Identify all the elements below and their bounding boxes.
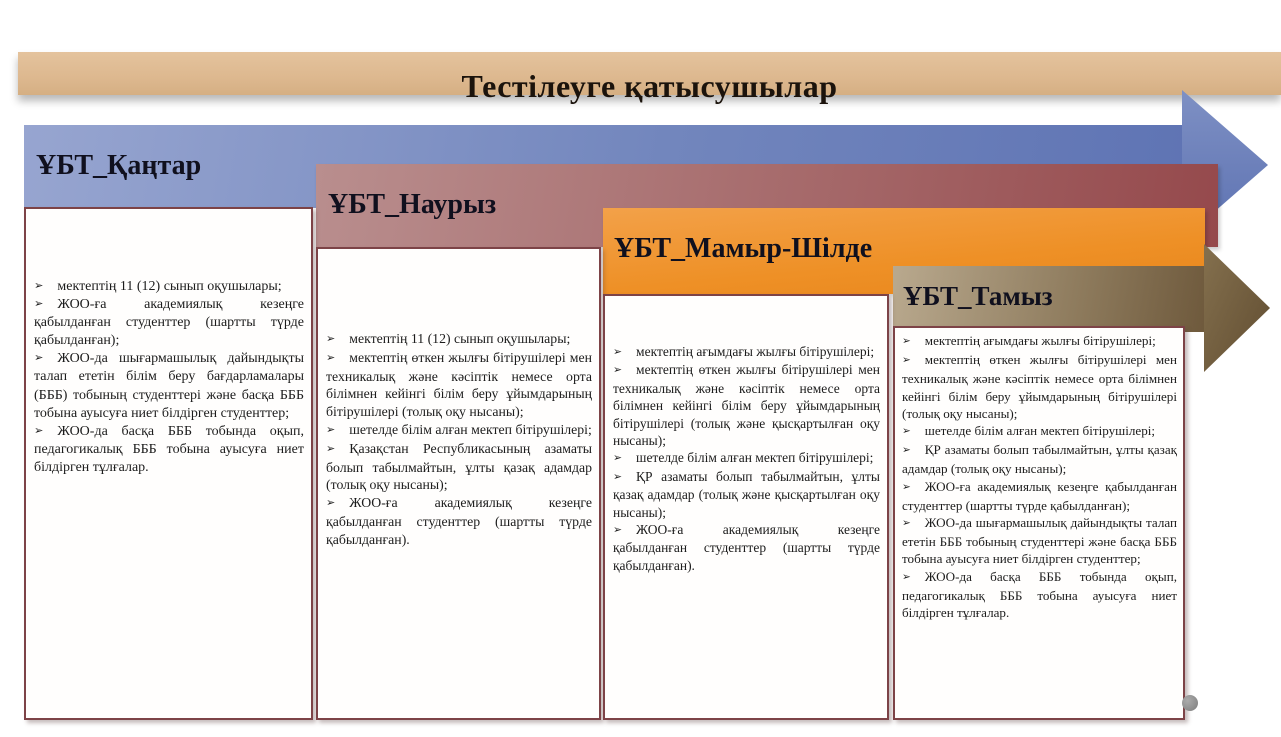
arrow-bullet-icon: ➢ [613, 363, 623, 377]
list-item [613, 468, 880, 521]
participant-list-march [318, 249, 599, 549]
list-item-text: мектептің өткен жылғы бітірушілері мен техникалық және кәсіптік немесе орта білімнен кейінгі білім беру ұйымдарының бітірушілері (толық және қысқартылған оқу нысаны); [613, 362, 880, 449]
arrow-bullet-icon: ➢ [902, 335, 911, 347]
list-item [326, 421, 592, 440]
list-item [902, 568, 1177, 622]
list-item-text: мектептің ағымдағы жылғы бітірушілері; [924, 333, 1156, 348]
list-item-text: ЖОО-ға академиялық кезеңге қабылданған студенттер (шартты түрде қабылданған); [34, 297, 304, 349]
list-item [34, 423, 304, 477]
column-box-august [893, 326, 1185, 720]
arrow-bullet-icon: ➢ [902, 480, 911, 493]
list-item-text: ЖОО-ға академиялық кезеңге қабылданған студенттер (шартты түрде қабылданған). [613, 522, 880, 573]
arrow-bullet-icon: ➢ [326, 332, 336, 345]
list-item-text: шетелде білім алған мектеп бітірушілері; [636, 450, 874, 466]
arrow-bullet-icon: ➢ [613, 469, 623, 483]
list-item-text: ҚР азаматы болып табылмайтын, ұлты қазақ адамдар (толық оқу нысаны); [902, 442, 1177, 477]
list-item-text: Қазақстан Республикасының азаматы болып табылмайтын, ұлты қазақ адамдар (толық оқу нысаны); [326, 440, 592, 493]
list-item [902, 422, 1177, 441]
list-item [326, 440, 592, 494]
participant-list-january [26, 209, 311, 477]
list-item [326, 494, 592, 548]
column-box-january [24, 207, 313, 720]
list-item-text: шетелде білім алған мектеп бітірушілері; [349, 421, 592, 437]
list-item-text: ЖОО-да басқа БББ тобында оқып, педагогикалық БББ тобына ауысуға ниет білдірген тұлғалар. [902, 568, 1177, 621]
list-item-text: ЖОО-да шығармашылық дайындықты талап ететін білім беру бағдарламалары (БББ) тобының студенттері және басқа БББ тобына ауысуға ниет білдірген студенттер; [34, 351, 304, 421]
list-item [902, 478, 1177, 514]
list-item-text: ЖОО-да басқа БББ тобында оқып, педагогикалық БББ тобына ауысуға ниет білдірген тұлғалар. [34, 423, 304, 475]
list-item [613, 521, 880, 574]
list-item-text: мектептің 11 (12) сынып оқушылары; [57, 279, 282, 294]
august-arrow-head-icon [1204, 244, 1270, 372]
list-item-text: мектептің 11 (12) сынып оқушылары; [349, 331, 571, 346]
arrow-bullet-icon: ➢ [902, 517, 911, 530]
arrow-bullet-icon: ➢ [326, 496, 336, 510]
list-item [34, 350, 304, 422]
arrow-bullet-icon: ➢ [34, 351, 44, 365]
header-march: ҰБТ_Наурыз [328, 189, 497, 220]
list-item-text: ҚР азаматы болып табылмайтын, ұлты қазақ адамдар (толық және қысқартылған оқу нысаны); [613, 468, 880, 520]
arrow-bullet-icon: ➢ [902, 444, 911, 457]
arrow-bullet-icon: ➢ [34, 297, 44, 311]
list-item [902, 332, 1177, 351]
list-item [902, 514, 1177, 568]
list-item [613, 449, 880, 467]
list-item [34, 296, 304, 350]
page-title: Тестілеуге қатысушылар [461, 68, 838, 104]
arrow-bullet-icon: ➢ [34, 423, 44, 437]
header-august: ҰБТ_Тамыз [903, 281, 1053, 311]
header-january: ҰБТ_Қаңтар [36, 150, 202, 181]
list-item [326, 330, 592, 349]
list-item [902, 351, 1177, 422]
list-item-text: мектептің өткен жылғы бітірушілері мен техникалық және кәсіптік немесе орта білімнен кейінгі білім беру ұйымдарының бітірушілері (толық оқу нысаны); [326, 349, 592, 420]
column-box-march [316, 247, 601, 720]
participant-list-august [895, 328, 1183, 621]
list-item [613, 361, 880, 449]
list-item-text: ЖОО-ға академиялық кезеңге қабылданған студенттер (шартты түрде қабылданған). [326, 495, 592, 547]
arrow-bullet-icon: ➢ [613, 345, 623, 358]
list-item [613, 343, 880, 361]
list-item-text: ЖОО-ға академиялық кезеңге қабылданған студенттер (шартты түрде қабылданған); [902, 478, 1177, 513]
participant-list-may-july [605, 296, 887, 574]
resize-handle-dot [1182, 695, 1198, 711]
column-box-may-july [603, 294, 889, 720]
list-item-text: мектептің өткен жылғы бітірушілері мен техникалық және кәсіптік немесе орта білімнен кейінгі білім беру ұйымдарының бітірушілері (толық оқу нысаны); [902, 352, 1177, 421]
list-item-text: шетелде білім алған мектеп бітірушілері; [924, 423, 1156, 439]
arrow-bullet-icon: ➢ [902, 425, 911, 438]
arrow-bullet-icon: ➢ [326, 422, 336, 436]
arrow-bullet-icon: ➢ [613, 451, 623, 465]
list-item [326, 349, 592, 421]
arrow-bullet-icon: ➢ [326, 441, 336, 455]
list-item-text: мектептің ағымдағы жылғы бітірушілері; [636, 344, 875, 359]
arrow-bullet-icon: ➢ [613, 523, 623, 537]
header-may-july: ҰБТ_Мамыр-Шілде [614, 233, 873, 264]
list-item-text: ЖОО-да шығармашылық дайындықты талап ететін БББ тобының студенттері және басқа БББ тобына ауысуға ниет білдірген студенттер; [902, 515, 1177, 567]
list-item [902, 441, 1177, 477]
arrow-bullet-icon: ➢ [326, 350, 336, 364]
arrow-bullet-icon: ➢ [34, 279, 44, 292]
arrow-bullet-icon: ➢ [902, 570, 911, 583]
arrow-bullet-icon: ➢ [902, 354, 911, 367]
list-item [34, 278, 304, 296]
